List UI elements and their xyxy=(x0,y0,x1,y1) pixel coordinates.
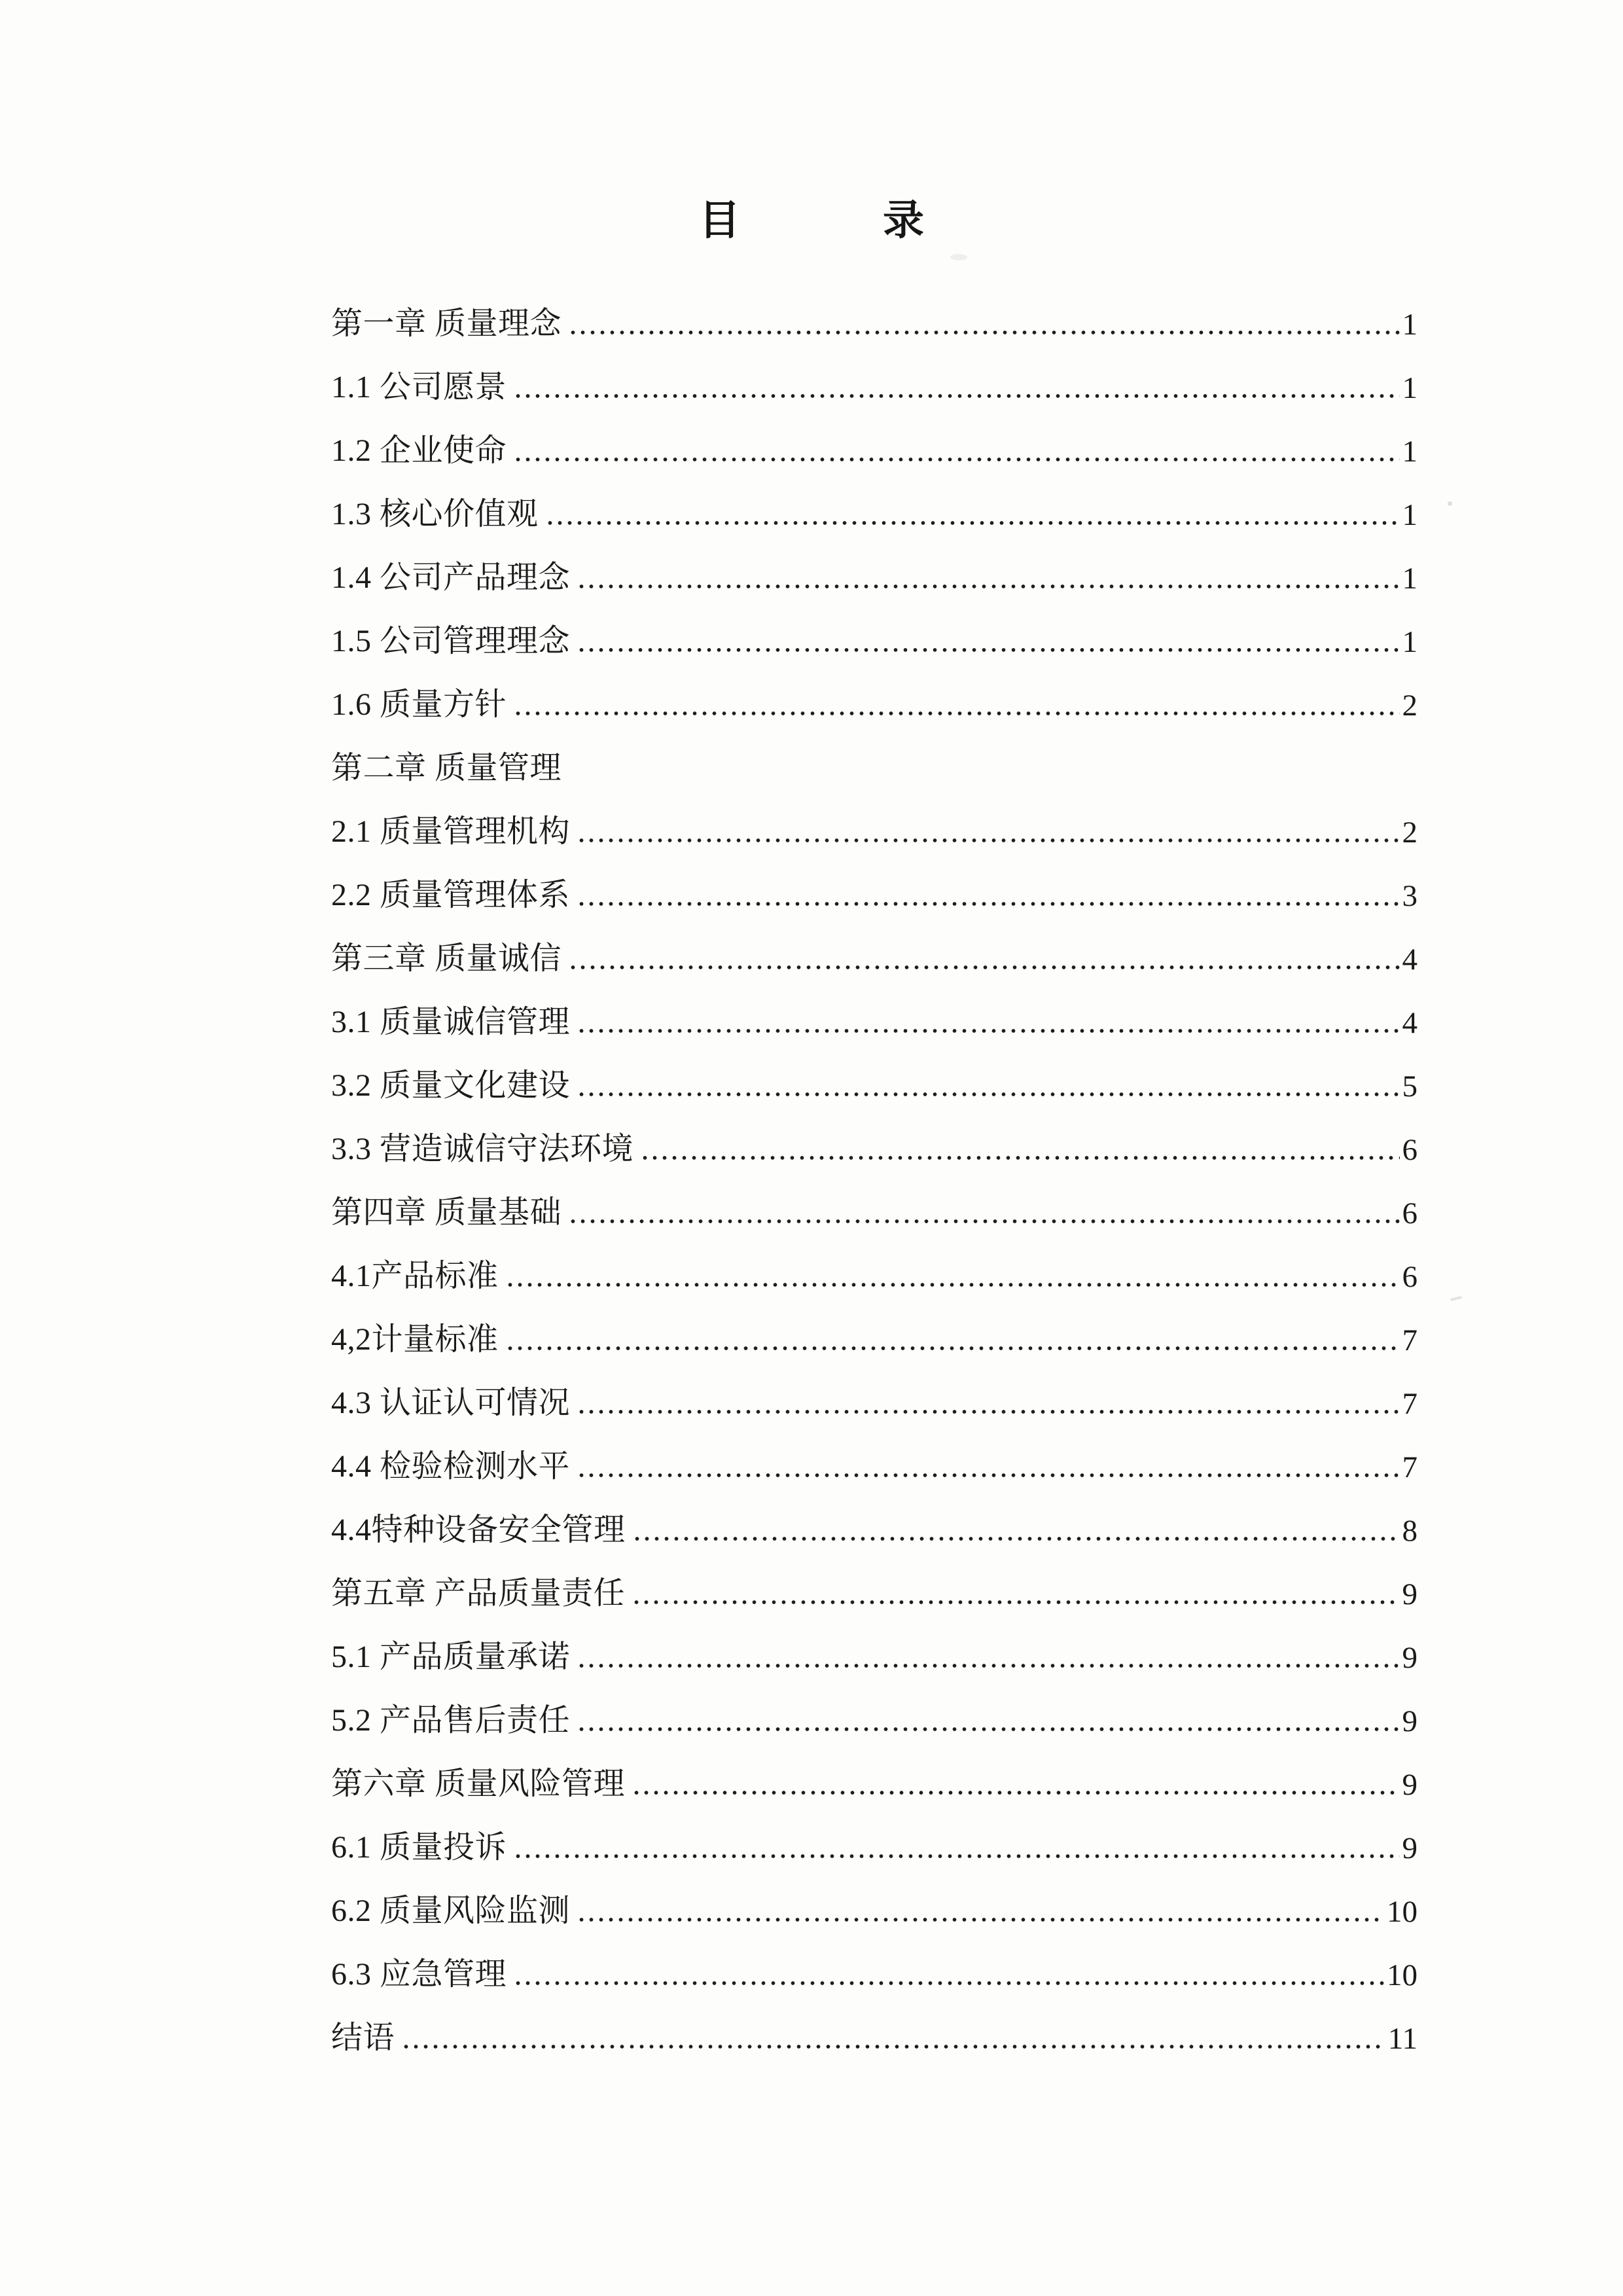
toc-entry-page: 1 xyxy=(1402,371,1418,405)
toc-entry-label: 1.5 公司管理理念 xyxy=(331,623,571,658)
dot-leader xyxy=(577,1662,1399,1669)
toc-entry-page: 2 xyxy=(1402,816,1418,850)
scan-artifact xyxy=(950,254,967,260)
toc-entry-label: 第一章 质量理念 xyxy=(331,306,562,341)
toc-entry xyxy=(331,1302,1418,1366)
toc-entry-page: 10 xyxy=(1387,1958,1418,1992)
toc-entry-page: 7 xyxy=(1402,1387,1418,1421)
dot-leader xyxy=(505,1282,1400,1288)
toc-entry xyxy=(331,1556,1418,1620)
toc-entry xyxy=(331,1810,1418,1874)
toc-entry xyxy=(331,1493,1418,1556)
toc-entry xyxy=(331,1175,1418,1239)
toc-entry xyxy=(331,604,1418,668)
toc-entry-label: 6.3 应急管理 xyxy=(331,1956,507,1992)
toc-entry xyxy=(331,1366,1418,1429)
page-title-char-1: 目 xyxy=(699,198,740,243)
toc-entry xyxy=(331,1683,1418,1747)
dot-leader xyxy=(577,1916,1384,1923)
dot-leader xyxy=(513,456,1399,463)
toc-entry-page: 8 xyxy=(1402,1514,1418,1548)
dot-leader xyxy=(632,1789,1399,1796)
toc-entry-page: 11 xyxy=(1387,2022,1418,2056)
toc-entry-label: 第四章 质量基础 xyxy=(331,1194,562,1230)
toc-entry-label: 5.1 产品质量承诺 xyxy=(331,1639,571,1674)
dot-leader xyxy=(545,520,1400,526)
toc-entry-page: 6 xyxy=(1402,1260,1418,1294)
dot-leader xyxy=(577,837,1399,844)
toc-entry-label: 4.4特种设备安全管理 xyxy=(331,1512,626,1547)
dot-leader xyxy=(577,1028,1399,1034)
toc-entry xyxy=(331,1620,1418,1683)
toc-entry-label: 1.6 质量方针 xyxy=(331,687,507,722)
dot-leader xyxy=(513,1853,1399,1859)
toc-list xyxy=(331,287,1418,2064)
toc-entry xyxy=(331,1239,1418,1302)
toc-entry-page: 1 xyxy=(1402,625,1418,659)
toc-entry-page: 6 xyxy=(1402,1196,1418,1230)
toc-entry-page: 9 xyxy=(1402,1831,1418,1865)
dot-leader xyxy=(632,1535,1400,1542)
toc-entry xyxy=(331,1429,1418,1493)
toc-entry-label: 4,2计量标准 xyxy=(331,1321,499,1357)
dot-leader xyxy=(577,1472,1399,1479)
toc-entry-page: 7 xyxy=(1402,1450,1418,1484)
toc-entry xyxy=(331,1747,1418,1810)
toc-entry-label: 1.3 核心价值观 xyxy=(331,496,539,531)
dot-leader xyxy=(513,393,1399,399)
toc-entry xyxy=(331,541,1418,604)
toc-entry xyxy=(331,477,1418,541)
toc-entry-page: 4 xyxy=(1402,942,1418,977)
dot-leader xyxy=(632,1599,1399,1605)
toc-entry-page: 3 xyxy=(1402,879,1418,913)
dot-leader xyxy=(577,1726,1399,1732)
toc-entry-label: 3.2 质量文化建设 xyxy=(331,1067,571,1103)
toc-entry-label: 第六章 质量风险管理 xyxy=(331,1766,626,1801)
toc-entry-page: 10 xyxy=(1387,1895,1418,1929)
toc-entry xyxy=(331,668,1418,731)
dot-leader xyxy=(577,901,1399,907)
toc-entry-label: 2.1 质量管理机构 xyxy=(331,814,571,849)
toc-entry-label: 1.4 公司产品理念 xyxy=(331,560,571,595)
toc-entry-page: 9 xyxy=(1402,1704,1418,1738)
toc-entry-page: 1 xyxy=(1402,308,1418,342)
toc-entry xyxy=(331,985,1418,1049)
toc-entry xyxy=(331,731,1418,795)
page-title-char-2: 录 xyxy=(883,198,924,243)
toc-entry-label: 6.2 质量风险监测 xyxy=(331,1893,571,1928)
toc-entry-page: 2 xyxy=(1402,689,1418,723)
toc-entry-page: 1 xyxy=(1402,562,1418,596)
toc-entry-label: 4.3 认证认可情况 xyxy=(331,1385,571,1420)
toc-entry-page: 1 xyxy=(1402,435,1418,469)
toc-entry-label: 第五章 产品质量责任 xyxy=(331,1575,626,1611)
scan-artifact xyxy=(1448,501,1452,506)
dot-leader xyxy=(513,1980,1384,1986)
toc-entry-page: 7 xyxy=(1402,1323,1418,1357)
toc-entry-page: 1 xyxy=(1402,498,1418,532)
toc-entry xyxy=(331,2001,1418,2064)
toc-entry xyxy=(331,795,1418,858)
page-title xyxy=(0,200,1623,242)
toc-entry xyxy=(331,922,1418,985)
dot-leader xyxy=(577,647,1399,653)
toc-entry-page: 9 xyxy=(1402,1577,1418,1611)
dot-leader xyxy=(568,1218,1399,1225)
toc-entry-label: 4.4 检验检测水平 xyxy=(331,1448,571,1484)
toc-entry-page: 6 xyxy=(1402,1133,1418,1167)
toc-entry xyxy=(331,350,1418,414)
toc-entry xyxy=(331,287,1418,350)
dot-leader xyxy=(568,329,1399,336)
dot-leader xyxy=(577,583,1399,590)
toc-entry xyxy=(331,1049,1418,1112)
toc-entry-page: 4 xyxy=(1402,1006,1418,1040)
toc-entry-label: 3.3 营造诚信守法环境 xyxy=(331,1131,634,1166)
toc-entry-label: 4.1产品标准 xyxy=(331,1258,499,1293)
dot-leader xyxy=(640,1155,1399,1161)
scan-artifact xyxy=(1450,1296,1462,1301)
dot-leader xyxy=(513,710,1399,717)
toc-entry-label: 1.1 公司愿景 xyxy=(331,369,507,404)
toc-entry-label: 2.2 质量管理体系 xyxy=(331,877,571,912)
toc-entry xyxy=(331,1112,1418,1175)
toc-entry xyxy=(331,1937,1418,2001)
toc-entry-label: 第三章 质量诚信 xyxy=(331,941,562,976)
toc-entry-label: 结语 xyxy=(331,2020,395,2055)
dot-leader xyxy=(577,1408,1399,1415)
dot-leader xyxy=(568,774,1415,780)
toc-entry-label: 5.2 产品售后责任 xyxy=(331,1702,571,1738)
toc-entry xyxy=(331,858,1418,922)
toc-entry-page: 5 xyxy=(1402,1069,1418,1103)
dot-leader xyxy=(401,2043,1385,2050)
toc-entry-page: 9 xyxy=(1402,1768,1418,1802)
toc-entry xyxy=(331,414,1418,477)
dot-leader xyxy=(577,1091,1399,1098)
toc-entry-page: 9 xyxy=(1402,1641,1418,1675)
toc-entry-label: 3.1 质量诚信管理 xyxy=(331,1004,571,1039)
dot-leader xyxy=(568,964,1399,971)
dot-leader xyxy=(505,1345,1400,1352)
toc-entry-label: 第二章 质量管理 xyxy=(331,750,562,785)
toc-entry-label: 6.1 质量投诉 xyxy=(331,1829,507,1865)
toc-entry xyxy=(331,1874,1418,1937)
toc-entry-label: 1.2 企业使命 xyxy=(331,433,507,468)
